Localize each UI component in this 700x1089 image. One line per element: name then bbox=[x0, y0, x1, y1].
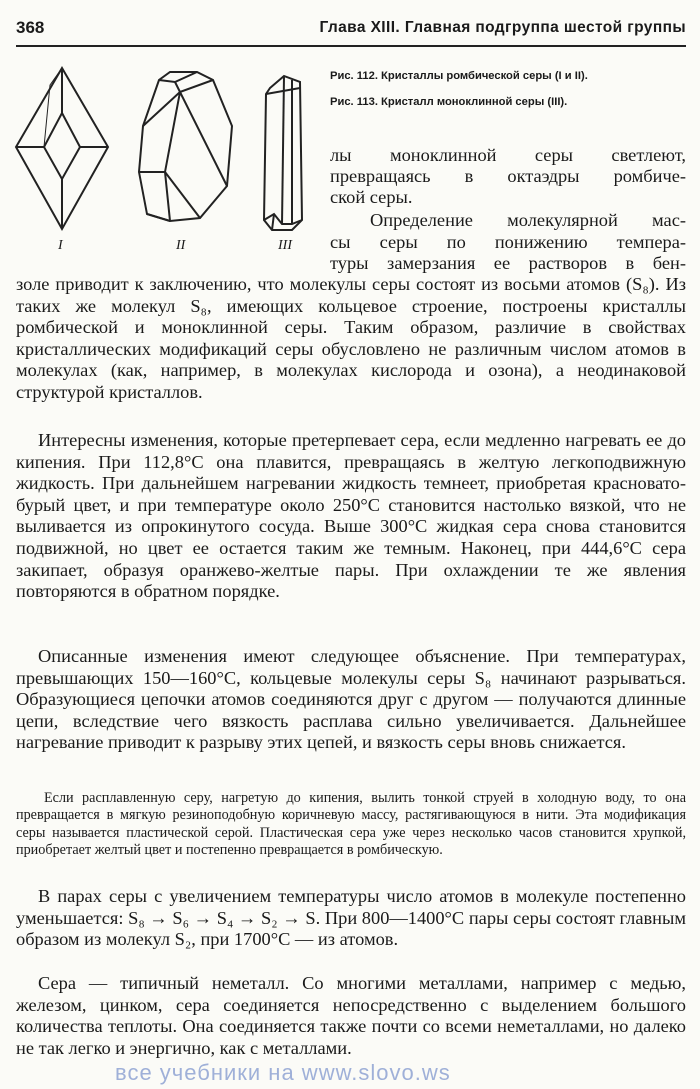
watermark: все учебники на www.slovo.ws bbox=[115, 1060, 451, 1085]
narrow-line-5: сы серы по понижению темпера- bbox=[330, 232, 686, 252]
figure-label-3: III bbox=[278, 238, 292, 253]
narrow-line-6: туры замерзания ее растворов в бен- bbox=[330, 253, 686, 273]
header-rule bbox=[16, 45, 686, 47]
crystal-figure-2 bbox=[135, 68, 235, 233]
narrow-line-2: превращаясь в октаэдры ромбиче- bbox=[330, 166, 686, 186]
crystal-figure-3 bbox=[262, 74, 306, 234]
crystal-figure-1 bbox=[12, 65, 112, 235]
crystal-figures bbox=[10, 60, 330, 260]
figure-label-2: II bbox=[176, 238, 186, 253]
figure-caption-113: Рис. 113. Кристалл моноклинной серы (III). bbox=[330, 96, 568, 108]
page-number: 368 bbox=[16, 18, 45, 37]
page-header bbox=[16, 18, 686, 44]
narrow-line-1: лы моноклинной серы светлеют, bbox=[330, 145, 686, 165]
figure-label-1: I bbox=[58, 238, 63, 253]
narrow-line-3: ской серы. bbox=[330, 187, 413, 207]
figure-caption-112: Рис. 112. Кристаллы ромбической серы (I и II). bbox=[330, 70, 588, 82]
paragraph-plastic-sulfur: Если расплавленную серу, нагретую до кипения, вылить тонкой струей в холодную воду, то она превращается в мягкую резиноподобную коричневую массу, растягивающуюся в нити. Эта модификация серы называется пластической серой. Пластическая сера уже через несколько часов становится хрупкой, приобретает желтый цвет и постепенно превращается в ромбическую. bbox=[16, 790, 686, 859]
paragraph-molecular-mass: золе приводит к заключению, что молекулы серы состоят из восьми атомов (S₈). Из таких же молекул S₈, имеющих кольцевое строение, построены кристаллы ромбической и моноклинной серы. Таким образом, различие в свойствах кристаллических модификаций серы обусловлено не различным числом атомов в молекулах (как, например, в молекулах кислорода и озона), а неодинаковой структурой кристаллов. bbox=[16, 274, 686, 402]
paragraph-explanation: Описанные изменения имеют следующее объяснение. При температурах, превышающих 150—160°C, кольцевые молекулы серы S₈ начинают разрываться. Образующиеся цепочки атомов соединяются друг с другом — получаются длинные цепи, вследствие чего вязкость расплава сильно увеличивается. Дальнейшее нагревание приводит к разрыву этих цепей, и вязкость серы вновь снижается. bbox=[16, 646, 686, 753]
paragraph-nonmetal: Сера — типичный неметалл. Со многими металлами, например с медью, железом, цинком, сера соединяется непосредственно с выделением большого количества теплоты. Она соединяется также почти со всеми неметаллами, но далеко не так легко и энергично, как с металлами. bbox=[16, 973, 686, 1058]
paragraph-heating: Интересны изменения, которые претерпевает сера, если медленно нагревать ее до кипения. При 112,8°C она плавится, превращаясь в желтую легкоподвижную жидкость. При дальнейшем нагревании жидкость темнеет, приобретая красновато-бурый цвет, и при температуре около 250°C становится настолько вязкой, что не выливается из опрокинутого сосуда. Выше 300°C жидкая сера снова становится подвижной, но цвет ее остается таким же темным. Наконец, при 444,6°C сера закипает, образуя оранжево-желтые пары. При охлаждении те же явления повторяются в обратном порядке. bbox=[16, 430, 686, 602]
paragraph-vapor: В парах серы с увеличением температуры число атомов в молекуле постепенно уменьшается: S₈ → S₆ → S₄ → S₂ → S. При 800—1400°C пары серы состоят главным образом из молекул S₂, при 1700°C — из атомов. bbox=[16, 886, 686, 950]
chapter-title: Глава XIII. Главная подгруппа шестой группы bbox=[319, 19, 686, 36]
narrow-line-4: Определение молекулярной мас- bbox=[370, 210, 686, 230]
